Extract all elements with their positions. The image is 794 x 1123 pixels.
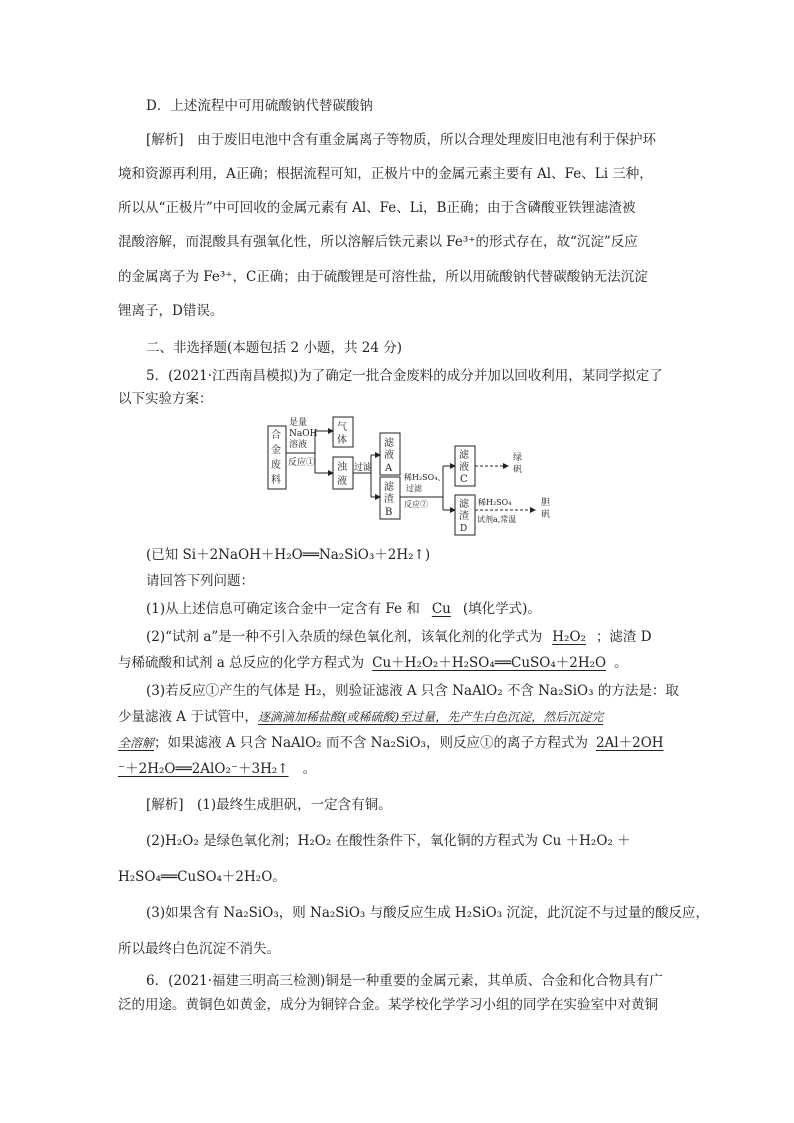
svg-text:NaOH: NaOH bbox=[289, 429, 318, 439]
svg-text:溶液: 溶液 bbox=[289, 440, 308, 450]
svg-text:渣: 渣 bbox=[384, 494, 394, 505]
section-2-title: 二、非选择题(本题包括 2 小题，共 24 分) bbox=[146, 340, 402, 356]
q5-analysis-1: [解析] (1)最终生成胆矾，一定含有铜。 bbox=[146, 797, 392, 813]
node-gas-text: 气 bbox=[337, 422, 347, 433]
answer-blank: H₂O₂ bbox=[552, 629, 586, 645]
label-blue-vitriol: 胆 bbox=[541, 498, 551, 508]
svg-text:液: 液 bbox=[384, 450, 394, 461]
q4-analysis-line: 的金属离子为 Fe³⁺，C正确；由于硫酸锂是可溶性盐，所以用硫酸钠代替碳酸钠无法沉淀 bbox=[118, 269, 648, 285]
svg-text:金: 金 bbox=[271, 445, 281, 456]
label-filter: 过滤 bbox=[354, 463, 373, 473]
svg-text:B: B bbox=[385, 507, 393, 518]
answer-blank-handwritten: 全溶解 bbox=[118, 736, 155, 750]
label-dil-h2so4-filter: 稀H₂SO₄、 bbox=[404, 473, 446, 482]
svg-text:A: A bbox=[385, 463, 393, 474]
svg-text:料: 料 bbox=[271, 475, 281, 486]
answer-blank: 2Al＋2OH bbox=[595, 735, 664, 751]
q5-analysis-3: (3)如果含有 Na₂SiO₃，则 Na₂SiO₃ 与酸反应生成 H₂SiO₃ 沉淀，此沉淀不与过量的酸反应， bbox=[146, 905, 709, 921]
q5-stem: 以下实验方案： bbox=[118, 391, 213, 407]
q5-sub2: (2)“试剂 a”是一种不引入杂质的绿色氧化剂，该氧化剂的化学式为 H₂O₂ ；滤渣 D bbox=[146, 629, 652, 645]
label-green-vitriol: 绿 bbox=[513, 453, 523, 463]
svg-text:体: 体 bbox=[337, 435, 347, 446]
q6-stem-cont: 泛的用途。黄铜色如黄金，成分为铜锌合金。某学校化学学习小组的同学在实验室中对黄铜 bbox=[118, 997, 658, 1013]
svg-text:渣: 渣 bbox=[459, 511, 469, 522]
q5-sub2-line2: 与稀硫酸和试剂 a 总反应的化学方程式为 Cu＋H₂O₂＋H₂SO₄══CuSO₄＋2H₂O 。 bbox=[118, 655, 628, 671]
answer-blank: Cu＋H₂O₂＋H₂SO₄══CuSO₄＋2H₂O bbox=[372, 655, 607, 671]
node-turbid-text: 浊 bbox=[337, 462, 347, 473]
svg-text:矾: 矾 bbox=[513, 465, 523, 475]
q5-analysis-2: (2)H₂O₂ 是绿色氧化剂；H₂O₂ 在酸性条件下，氧化铜的方程式为 Cu ＋H₂O₂ ＋ bbox=[146, 833, 631, 849]
node-alloy-text: 合 bbox=[271, 430, 281, 441]
node-residue-b-text: 滤 bbox=[384, 482, 394, 493]
q5-sub3-line3: 全溶解；如果滤液 A 只含 NaAlO₂ 而不含 Na₂SiO₃，则反应①的离子方程式为 2Al＋2OH bbox=[118, 735, 664, 751]
node-residue-d-text: 滤 bbox=[459, 499, 469, 510]
answer-blank: Cu bbox=[431, 601, 451, 617]
process-flowchart bbox=[265, 413, 585, 534]
svg-text:C: C bbox=[460, 474, 468, 485]
q5-sub3-line2: 少量滤液 A 于试管中，逐滴滴加稀盐酸(或稀硫酸)至过量，先产生白色沉淀，然后沉淀完 bbox=[118, 709, 604, 725]
q4-option-d: D．上述流程中可用硫酸钠代替碳酸钠 bbox=[146, 98, 373, 114]
label-excess-naoh: 是量 bbox=[289, 418, 308, 428]
svg-text:矾: 矾 bbox=[541, 510, 551, 520]
q4-analysis-line: 所以从“正极片”中可回收的金属元素有 Al、Fe、Li，B正确；由于含磷酸亚铁锂滤渣被 bbox=[118, 200, 636, 216]
answer-blank-handwritten: 逐滴滴加稀盐酸(或稀硫酸)至过量，先产生白色沉淀，然后沉淀完 bbox=[257, 710, 604, 724]
label-reaction-2: 反应② bbox=[404, 500, 428, 509]
q5-given-equation: (已知 Si＋2NaOH＋H₂O══Na₂SiO₃＋2H₂↑) bbox=[146, 547, 431, 563]
svg-text:液: 液 bbox=[459, 462, 469, 473]
node-filtrate-c-text: 滤 bbox=[459, 450, 469, 461]
q4-analysis-line: 混酸溶解，而混酸具有强氧化性，所以溶解后铁元素以 Fe³⁺的形式存在，故“沉淀”反应 bbox=[118, 234, 638, 250]
q5-analysis-3-cont: 所以最终白色沉淀不消失。 bbox=[118, 941, 280, 957]
q5-sub3-line1: (3)若反应①产生的气体是 H₂，则验证滤液 A 只含 NaAlO₂ 不含 Na₂SiO₃ 的方法是：取 bbox=[146, 683, 679, 699]
svg-text:废: 废 bbox=[271, 460, 281, 471]
svg-text:过滤: 过滤 bbox=[406, 484, 422, 493]
node-filtrate-a-text: 滤 bbox=[384, 438, 394, 449]
q5-prompt: 请回答下列问题： bbox=[146, 573, 254, 589]
q5-analysis-2-cont: H₂SO₄══CuSO₄＋2H₂O。 bbox=[118, 869, 286, 885]
q5-stem: 5．(2021·江西南昌模拟)为了确定一批合金废料的成分并加以回收利用，某同学拟定了 bbox=[146, 368, 663, 384]
q5-sub3-line4: ⁻＋2H₂O══2AlO₂⁻＋3H₂↑ 。 bbox=[118, 761, 317, 777]
label-reaction-1: 反应① bbox=[288, 458, 316, 468]
q4-analysis-line: 锂离子，D错误。 bbox=[118, 303, 224, 319]
label-reagent-a: 试剂a,常温 bbox=[477, 515, 517, 524]
q4-analysis-line: 境和资源再利用，A正确；根据流程可知，正极片中的金属元素主要有 Al、Fe、Li 三种， bbox=[118, 166, 653, 182]
q5-sub1: (1)从上述信息可确定该合金中一定含有 Fe 和 Cu (填化学式)。 bbox=[146, 601, 541, 617]
svg-text:液: 液 bbox=[337, 476, 347, 487]
q6-stem: 6．(2021·福建三明高三检测)铜是一种重要的金属元素，其单质、合金和化合物具有广 bbox=[146, 973, 663, 989]
label-dil-h2so4: 稀H₂SO₄ bbox=[478, 498, 512, 507]
svg-text:D: D bbox=[460, 524, 468, 534]
answer-blank: ⁻＋2H₂O══2AlO₂⁻＋3H₂↑ bbox=[118, 761, 289, 777]
q4-analysis-line: [解析] 由于废旧电池中含有重金属离子等物质，所以合理处理废旧电池有利于保护环 bbox=[146, 132, 657, 148]
